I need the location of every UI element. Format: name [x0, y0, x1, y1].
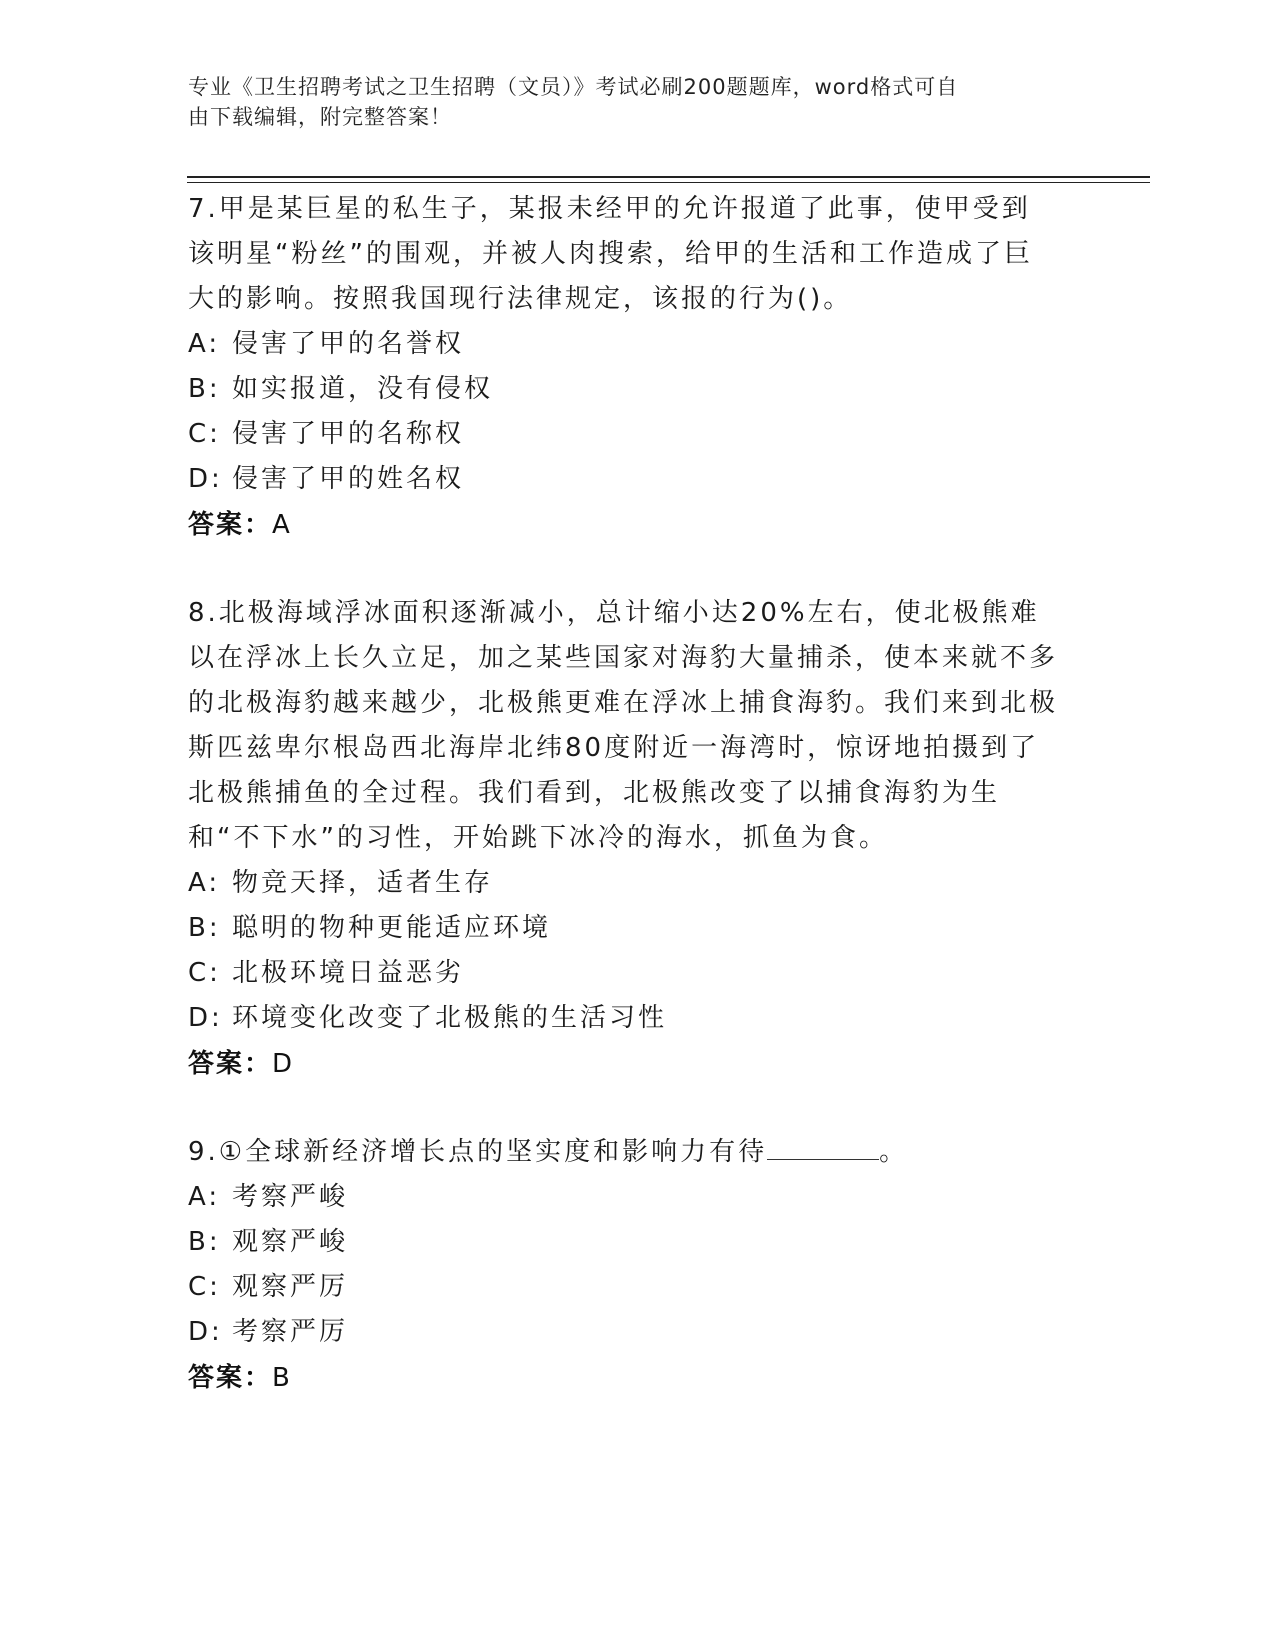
option-c	[188, 1265, 1088, 1310]
question-stem: 8.北极海域浮冰面积逐渐减小，总计缩小达20%左右，使北极熊难以在浮冰上长久立足，加之某些国家对海豹大量捕杀，使本来就不多的北极海豹越来越少，北极熊更难在浮冰上捕食海豹。我们来到北极斯匹兹卑尔根岛西北海岸北纬80度附近一海湾时，惊讶地拍摄到了北极熊捕鱼的全过程。我们看到，北极熊改变了以捕食海豹为生和“不下水”的习性，开始跳下冰冷的海水，抓鱼为食。	[188, 598, 1059, 853]
option-text: 环境变化改变了北极熊的生活习性	[232, 1003, 668, 1033]
option-text: 聪明的物种更能适应环境	[232, 913, 552, 943]
option-text: 侵害了甲的姓名权	[232, 464, 465, 494]
document-header	[188, 72, 1088, 132]
option-letter: A:	[188, 868, 221, 898]
option-letter: D:	[188, 464, 223, 494]
option-letter: C:	[188, 1272, 221, 1302]
option-letter: D:	[188, 1003, 223, 1033]
header-line-1: 专业《卫生招聘考试之卫生招聘（文员）》考试必刷200题题库，word格式可自	[188, 75, 959, 99]
option-a	[188, 861, 1088, 906]
option-c	[188, 412, 1088, 457]
option-text: 考察严峻	[232, 1182, 349, 1212]
answer-line	[188, 1355, 1088, 1401]
option-b	[188, 1220, 1088, 1265]
option-d	[188, 457, 1088, 502]
question-8	[188, 591, 1088, 1087]
question-stem-end: 。	[879, 1137, 909, 1167]
answer-value: D	[272, 1049, 295, 1079]
option-letter: C:	[188, 419, 221, 449]
option-a	[188, 322, 1088, 367]
option-letter: B:	[188, 913, 221, 943]
answer-blank	[767, 1135, 879, 1160]
answer-value: A	[272, 510, 292, 540]
option-letter: A:	[188, 329, 221, 359]
header-divider-thick	[187, 176, 1150, 178]
option-a	[188, 1175, 1088, 1220]
option-text: 考察严厉	[232, 1317, 349, 1347]
option-letter: A:	[188, 1182, 221, 1212]
question-stem-text: 9.①全球新经济增长点的坚实度和影响力有待	[188, 1137, 768, 1167]
option-letter: B:	[188, 374, 221, 404]
question-list	[188, 187, 1088, 1444]
option-text: 北极环境日益恶劣	[232, 958, 465, 988]
header-line-2: 由下载编辑，附完整答案！	[188, 105, 452, 129]
answer-line	[188, 502, 1088, 548]
option-letter: B:	[188, 1227, 221, 1257]
option-text: 侵害了甲的名誉权	[232, 329, 465, 359]
question-7	[188, 187, 1088, 548]
answer-label: 答案：	[188, 1363, 273, 1393]
option-d	[188, 996, 1088, 1041]
option-text: 物竞天择，适者生存	[232, 868, 494, 898]
option-text: 观察严厉	[232, 1272, 349, 1302]
answer-label: 答案：	[188, 510, 273, 540]
header-divider-thin	[187, 182, 1150, 183]
option-text: 侵害了甲的名称权	[232, 419, 465, 449]
question-stem	[188, 1130, 1088, 1175]
answer-line	[188, 1041, 1088, 1087]
option-text: 如实报道，没有侵权	[232, 374, 494, 404]
option-b	[188, 906, 1088, 951]
question-stem: 7.甲是某巨星的私生子，某报未经甲的允许报道了此事，使甲受到该明星“粉丝”的围观，并被人肉搜索，给甲的生活和工作造成了巨大的影响。按照我国现行法律规定，该报的行为()。	[188, 194, 1033, 314]
question-9	[188, 1130, 1088, 1401]
option-d	[188, 1310, 1088, 1355]
option-letter: C:	[188, 958, 221, 988]
option-letter: D:	[188, 1317, 223, 1347]
option-b	[188, 367, 1088, 412]
answer-value: B	[272, 1363, 292, 1393]
answer-label: 答案：	[188, 1049, 273, 1079]
option-c	[188, 951, 1088, 996]
option-text: 观察严峻	[232, 1227, 349, 1257]
